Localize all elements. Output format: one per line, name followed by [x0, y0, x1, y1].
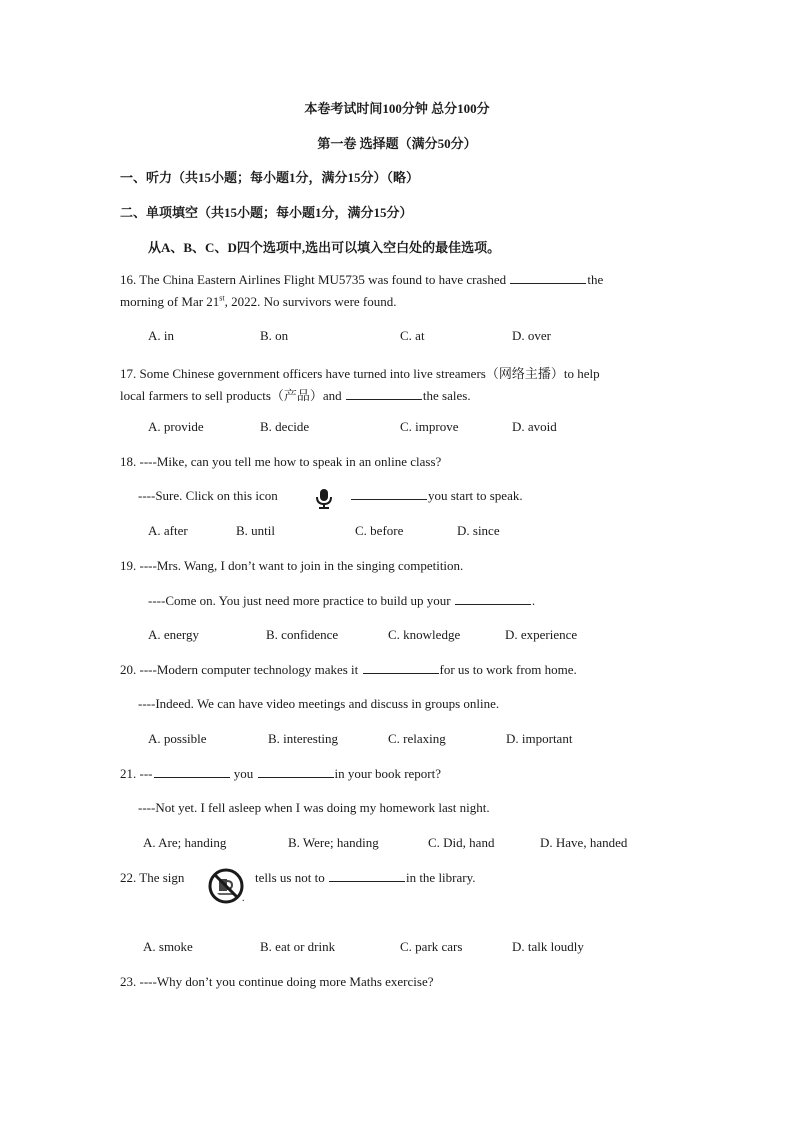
question-19-line-2: [148, 593, 535, 609]
q20-option-d: D. important: [506, 731, 573, 746]
question-16-line-1: [120, 272, 603, 288]
section-listening: 一、听力（共15小题；每小题1分，满分15分）（略）: [120, 170, 420, 185]
q20-text-pre: 20. ----Modern computer technology makes it: [120, 662, 362, 677]
q18-text-post: you start to speak.: [428, 488, 523, 503]
question-18-line-1: 18. ----Mike, can you tell me how to speak in an online class?: [120, 454, 442, 469]
q22-option-c: C. park cars: [400, 939, 463, 954]
q16-option-a: A. in: [148, 328, 174, 343]
q21-option-a: A. Are; handing: [143, 835, 227, 850]
q17-text-post: the sales.: [422, 388, 471, 403]
q16-superscript: st: [219, 293, 225, 303]
section-single-choice: 二、单项填空（共15小题；每小题1分，满分15分）: [120, 205, 413, 220]
q17-text-pre: local farmers to sell products（产品）and: [120, 388, 345, 403]
q21-option-d: D. Have, handed: [540, 835, 628, 850]
answer-blank: [510, 272, 586, 284]
answer-blank: [329, 870, 405, 882]
q16-text-pre: 16. The China Eastern Airlines Flight MU5735 was found to have crashed: [120, 272, 510, 287]
q16-option-c: C. at: [400, 328, 425, 343]
q20-option-c: C. relaxing: [388, 731, 446, 746]
q22-option-a: A. smoke: [143, 939, 193, 954]
q22-option-b: B. eat or drink: [260, 939, 336, 954]
answer-blank: [455, 593, 531, 605]
q22-text-post: in the library.: [405, 870, 476, 885]
microphone-icon: [314, 488, 334, 510]
q22-option-d: D. talk loudly: [512, 939, 584, 954]
q21-text-post: in your book report?: [334, 766, 442, 781]
q19-option-a: A. energy: [148, 627, 200, 642]
answer-blank: [351, 488, 427, 500]
q19-option-c: C. knowledge: [388, 627, 461, 642]
part-one-title: 第一卷 选择题（满分50分）: [317, 136, 477, 151]
q18-option-d: D. since: [457, 523, 500, 538]
question-23-line-1: 23. ----Why don’t you continue doing more Maths exercise?: [120, 974, 434, 989]
q21-option-b: B. Were; handing: [288, 835, 379, 850]
q18-option-b: B. until: [236, 523, 276, 538]
answer-blank: [258, 766, 334, 778]
question-17-line-2: [120, 385, 471, 404]
q18-option-c: C. before: [355, 523, 404, 538]
q22-line-1-post: [255, 870, 476, 886]
question-19-line-1: 19. ----Mrs. Wang, I don’t want to join in the singing competition.: [120, 558, 464, 573]
q21-text-mid: you: [230, 766, 257, 781]
q17-option-b: B. decide: [260, 419, 310, 434]
q18-line-2-post: [350, 488, 523, 504]
q17-option-a: A. provide: [148, 419, 204, 434]
question-20-line-2: ----Indeed. We can have video meetings and discuss in groups online.: [138, 696, 500, 711]
q16-date-text: morning of Mar 21: [120, 294, 220, 309]
q18-line-2-pre: ----Sure. Click on this icon: [138, 488, 278, 503]
question-17-line-1: 17. Some Chinese government officers have turned into live streamers（网络主播）to help: [120, 366, 600, 381]
q20-option-a: A. possible: [148, 731, 207, 746]
q16-option-b: B. on: [260, 328, 289, 343]
q20-option-b: B. interesting: [268, 731, 339, 746]
q19-option-b: B. confidence: [266, 627, 339, 642]
q18-option-a: A. after: [148, 523, 188, 538]
q22-text-mid: tells us not to: [255, 870, 328, 885]
q22-line-1-pre: 22. The sign: [120, 870, 185, 885]
q22-dot: .: [242, 893, 245, 904]
answer-blank: [346, 388, 422, 400]
q17-option-c: C. improve: [400, 419, 459, 434]
question-21-line-2: ----Not yet. I fell asleep when I was doing my homework last night.: [138, 800, 490, 815]
question-21-line-1: [120, 766, 441, 782]
exam-time-line: 本卷考试时间100分钟 总分100分: [304, 101, 490, 116]
question-16-line-2: [120, 294, 397, 310]
q16-text-end: , 2022. No survivors were found.: [224, 294, 397, 309]
q19-text-post: .: [531, 593, 536, 608]
answer-blank: [154, 766, 230, 778]
q20-text-post: for us to work from home.: [439, 662, 577, 677]
section-instruction: 从A、B、C、D四个选项中,选出可以填入空白处的最佳选项。: [148, 240, 501, 255]
q21-text-pre: 21. ---: [120, 766, 153, 781]
q16-option-d: D. over: [512, 328, 551, 343]
q17-option-d: D. avoid: [512, 419, 557, 434]
no-eating-drinking-sign-icon: [208, 867, 244, 905]
q19-text-pre: ----Come on. You just need more practice to build up your: [148, 593, 454, 608]
q16-text-post: the: [587, 272, 604, 287]
q21-option-c: C. Did, hand: [428, 835, 495, 850]
q19-option-d: D. experience: [505, 627, 578, 642]
answer-blank: [363, 662, 439, 674]
question-20-line-1: [120, 662, 577, 678]
